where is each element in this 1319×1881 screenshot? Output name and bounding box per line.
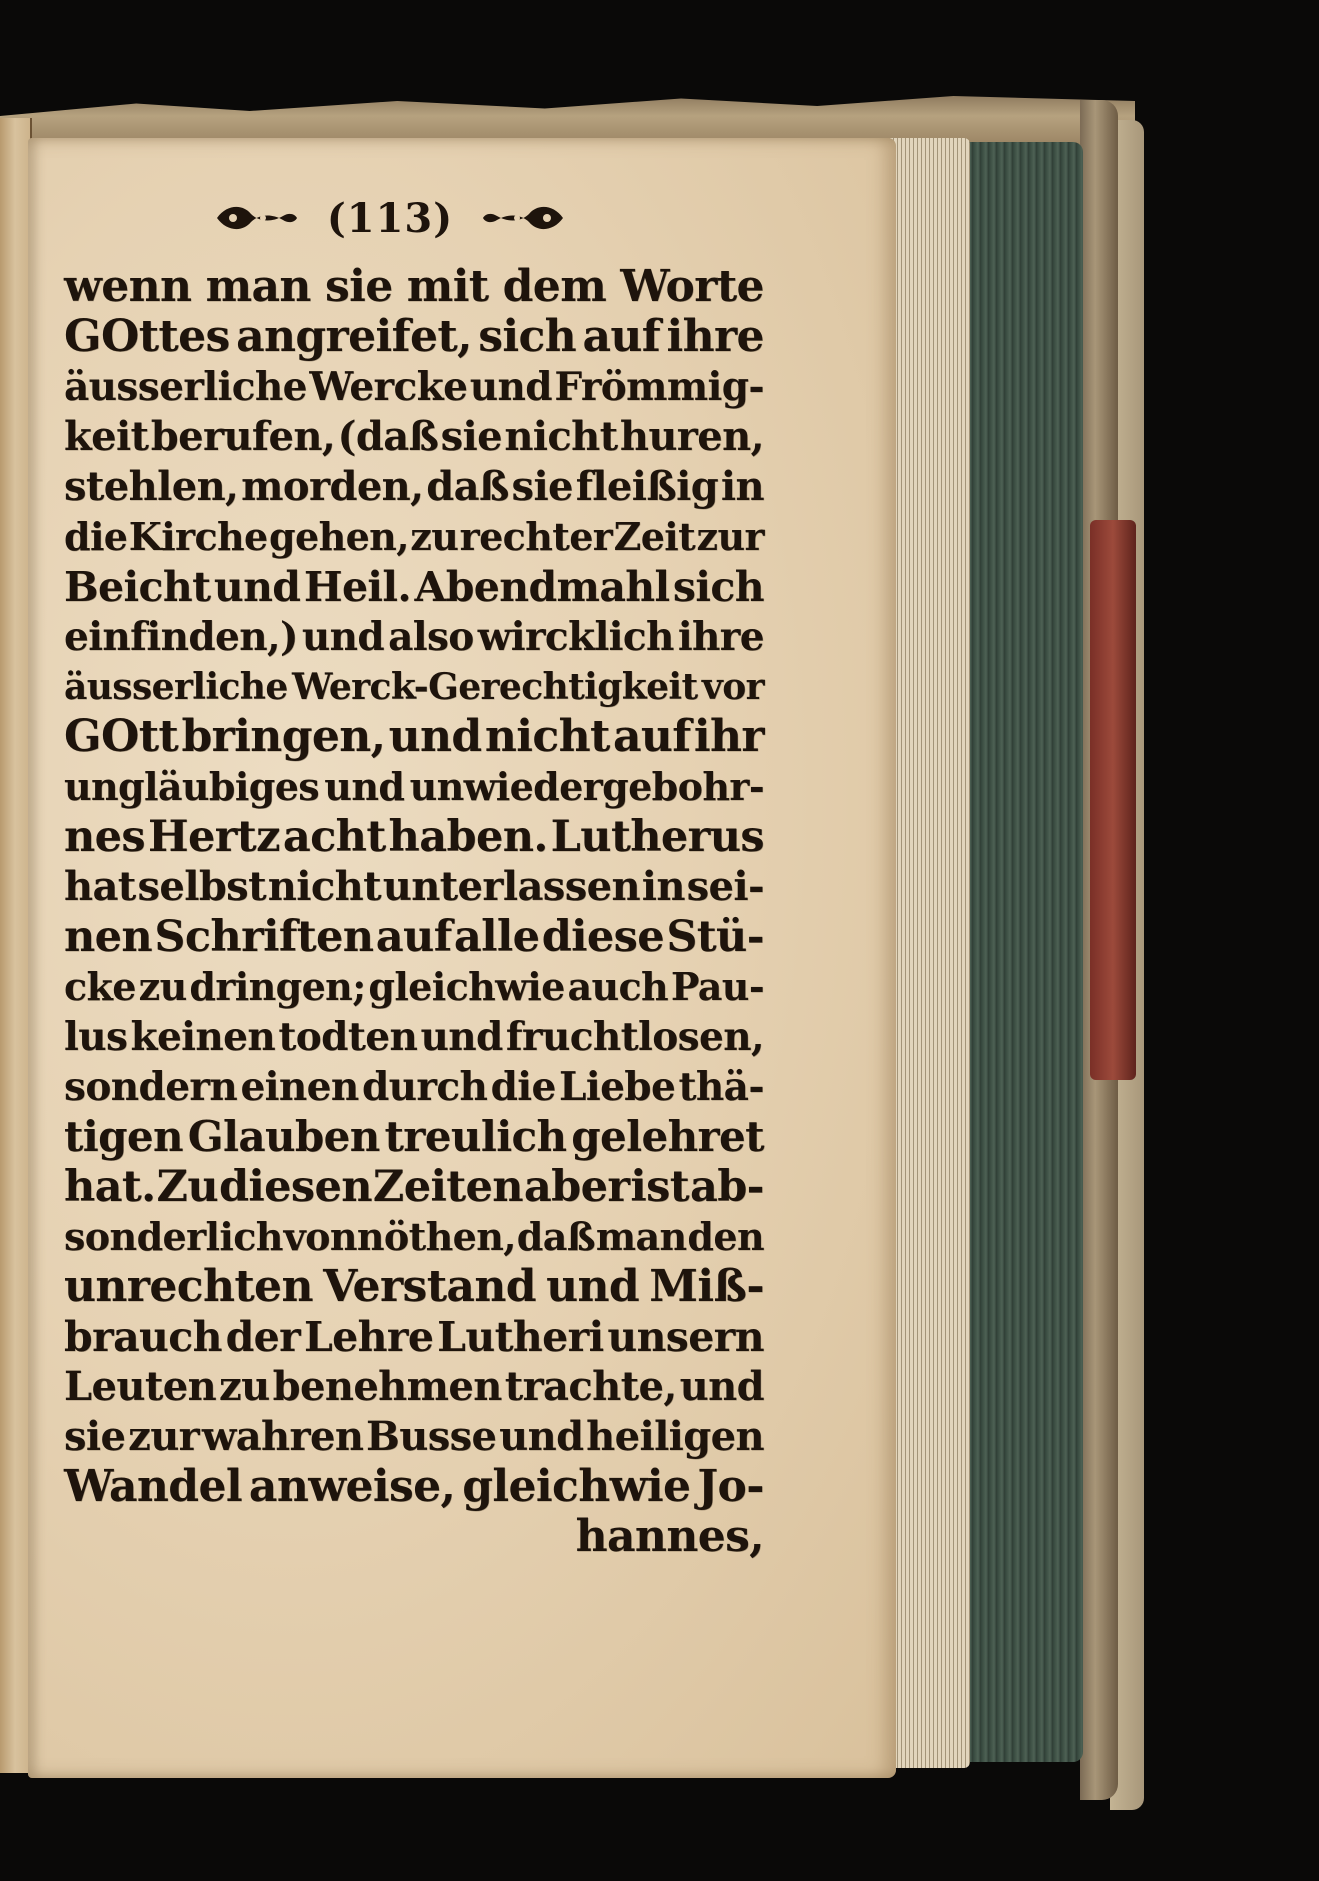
text-line: Beicht und Heil. Abendmahl sich: [64, 563, 764, 611]
page-number: (113): [326, 194, 454, 242]
cover-red-patch: [1090, 520, 1136, 1080]
text-line: Leuten zu benehmen trachte, und: [64, 1363, 764, 1410]
text-line: die Kirche gehen, zu rechter Zeit zur: [64, 514, 764, 559]
text-line: unrechten Verstand und Miß-: [64, 1261, 764, 1312]
text-line: hat. Zu diesen Zeiten aber ist ab-: [64, 1162, 764, 1212]
text-line: sonderlich vonnöthen, daß man den: [64, 1214, 764, 1259]
page-edges: [890, 138, 970, 1768]
right-ornament-icon: [481, 202, 567, 234]
text-line: lus keinen todten und fruchtlosen,: [64, 1014, 764, 1060]
text-line: brauch der Lehre Lutheri unsern: [64, 1313, 764, 1361]
text-line: hannes,: [575, 1511, 764, 1562]
text-line: nen Schriften auf alle diese Stü-: [64, 912, 764, 962]
text-line: nes Hertz acht haben. Lutherus: [64, 812, 764, 862]
text-line: äusserliche Wercke und Frömmig-: [64, 364, 764, 410]
text-line: ungläubiges und unwiedergebohr-: [64, 764, 764, 809]
text-line: hat selbst nicht unterlassen in sei-: [64, 863, 764, 910]
green-page-edges: [965, 142, 1083, 1762]
text-line: Wandel anweise, gleichwie Jo-: [64, 1461, 764, 1512]
text-line: einfinden,) und also wircklich ihre: [64, 614, 764, 660]
text-line: äusserliche Werck-Gerechtigkeit vor: [64, 666, 764, 708]
text-line: GOttes angreifet, sich auf ihre: [64, 311, 764, 362]
text-line: cke zu dringen; gleichwie auch Pau-: [64, 964, 764, 1009]
text-line: stehlen, morden, daß sie fleißig in: [64, 463, 764, 510]
text-line: sondern einen durch die Liebe thä-: [64, 1064, 764, 1110]
text-line: tigen Glauben treulich gelehret: [64, 1112, 764, 1161]
page-text: [64, 262, 764, 1562]
page-header: [190, 188, 590, 248]
text-line: keit berufen, (daß sie nicht huren,: [64, 413, 764, 460]
text-line: wenn man sie mit dem Worte: [64, 261, 764, 312]
left-ornament-icon: [213, 202, 299, 234]
text-line: GOtt bringen, und nicht auf ihr: [64, 711, 764, 762]
text-line: sie zur wahren Busse und heiligen: [64, 1413, 764, 1460]
